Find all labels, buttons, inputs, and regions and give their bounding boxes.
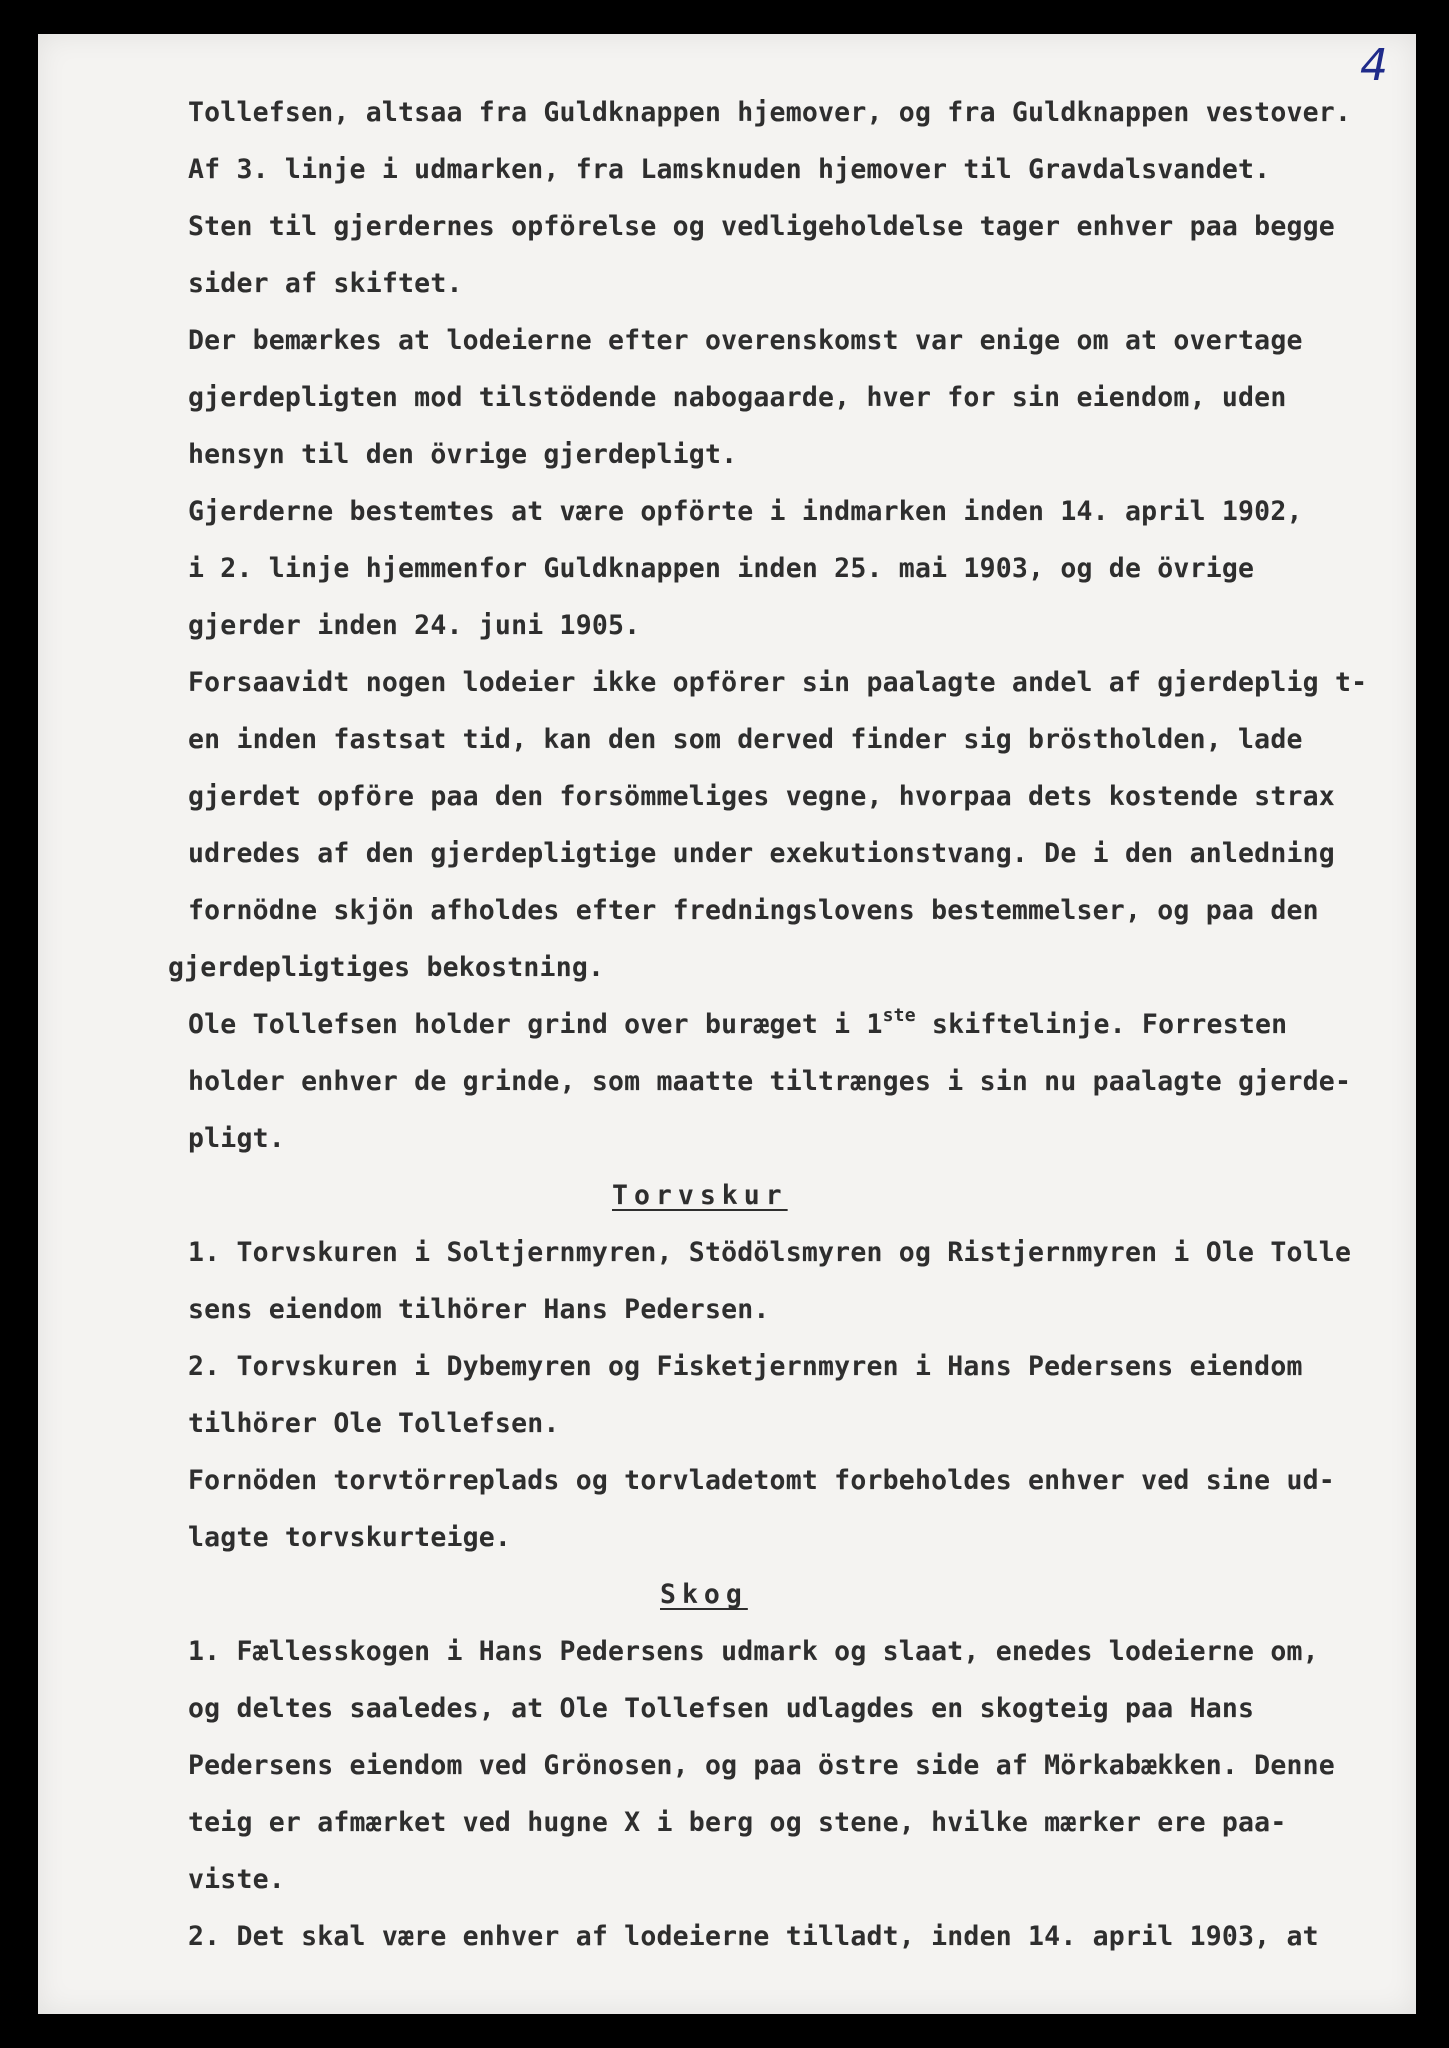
text-line: Der bemærkes at lodeierne efter overenskomst var enige om at overtage — [188, 325, 1303, 356]
text-line: gjerdepligtiges bekostning. — [168, 952, 605, 983]
text-line: holder enhver de grinde, som maatte tiltrænges i sin nu paalagte gjerde- — [188, 1066, 1352, 1097]
text-line: pligt. — [188, 1123, 285, 1154]
text-line: tilhörer Ole Tollefsen. — [188, 1408, 560, 1439]
text-line: lagte torvskurteige. — [188, 1522, 512, 1553]
page-number: 4 — [1360, 40, 1388, 91]
text-line: hensyn til den övrige gjerdepligt. — [188, 439, 738, 470]
ordinal-superscript: ste — [882, 1005, 916, 1026]
grind-line — [188, 996, 1428, 1053]
text-line: Sten til gjerdernes opförelse og vedligeholdelse tager enhver paa begge — [188, 211, 1335, 242]
text-line: Pedersens eiendom ved Grönosen, og paa östre side af Mörkabækken. Denne — [188, 1750, 1335, 1781]
text-line: 2. Det skal være enhver af lodeierne tilladt, inden 14. april 1903, at — [188, 1921, 1319, 1952]
text-line: gjerder inden 24. juni 1905. — [188, 610, 641, 641]
text-line: i 2. linje hjemmenfor Guldknappen inden 25. mai 1903, og de övrige — [188, 553, 1255, 584]
text-line: 1. Torvskuren i Soltjernmyren, Stödölsmyren og Ristjernmyren i Ole Tolle — [188, 1237, 1352, 1268]
text-line: sens eiendom tilhörer Hans Pedersen. — [188, 1294, 770, 1325]
section-heading-skog: Skog — [660, 1579, 748, 1610]
text-line: udredes af den gjerdepligtige under exekutionstvang. De i den anledning — [188, 838, 1335, 869]
text-line: en inden fastsat tid, kan den som derved finder sig bröstholden, lade — [188, 724, 1303, 755]
text-line: Forsaavidt nogen lodeier ikke opförer sin paalagte andel af gjerdeplig t- — [188, 667, 1368, 698]
text-line: gjerdepligten mod tilstödende nabogaarde, hver for sin eiendom, uden — [188, 382, 1287, 413]
section-heading-torvskur: Torvskur — [612, 1180, 788, 1211]
document-body — [168, 84, 1428, 1965]
text-line: 2. Torvskuren i Dybemyren og Fisketjernmyren i Hans Pedersens eiendom — [188, 1351, 1303, 1382]
text-line: 1. Fællesskogen i Hans Pedersens udmark og slaat, enedes lodeierne om, — [188, 1636, 1319, 1667]
text-line: Tollefsen, altsaa fra Guldknappen hjemover, og fra Guldknappen vestover. — [188, 97, 1352, 128]
text-line: fornödne skjön afholdes efter fredningslovens bestemmelser, og paa den — [188, 895, 1319, 926]
grind-line-start: Ole Tollefsen holder grind over buræget i 1 — [188, 1009, 883, 1040]
text-line: sider af skiftet. — [188, 268, 463, 299]
text-line: Gjerderne bestemtes at være opförte i indmarken inden 14. april 1902, — [188, 496, 1303, 527]
document-page — [38, 34, 1416, 2014]
text-line: Fornöden torvtörreplads og torvladetomt forbeholdes enhver ved sine ud- — [188, 1465, 1335, 1496]
text-line: teig er afmærket ved hugne X i berg og stene, hvilke mærker ere paa- — [188, 1807, 1287, 1838]
text-line: gjerdet opföre paa den forsömmeliges vegne, hvorpaa dets kostende strax — [188, 781, 1335, 812]
text-line: og deltes saaledes, at Ole Tollefsen udlagdes en skogteig paa Hans — [188, 1693, 1255, 1724]
text-line: Af 3. linje i udmarken, fra Lamsknuden hjemover til Gravdalsvandet. — [188, 154, 1271, 185]
grind-line-end: skiftelinje. Forresten — [915, 1009, 1288, 1040]
text-line: viste. — [188, 1864, 285, 1895]
